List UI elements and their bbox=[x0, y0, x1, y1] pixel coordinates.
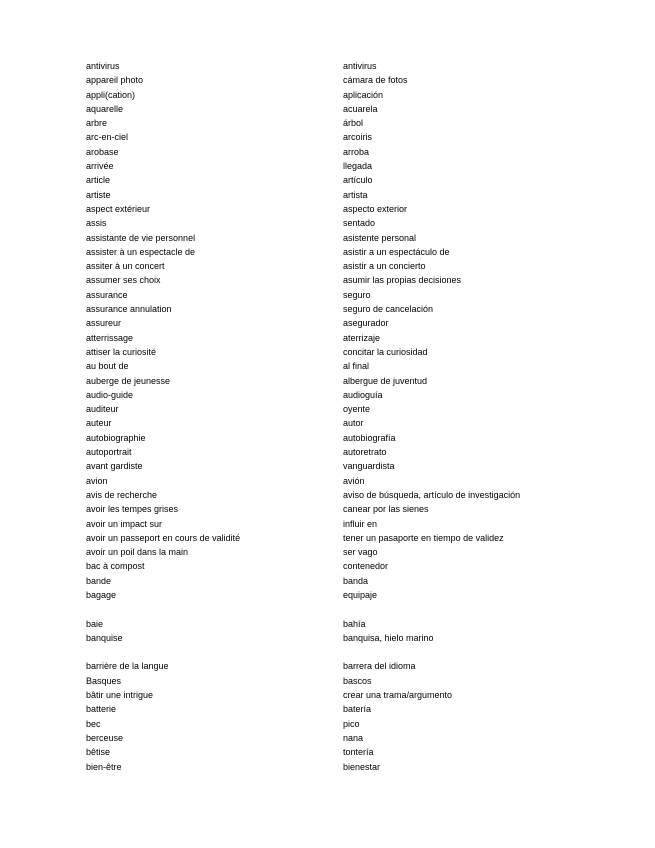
french-term: avoir un poil dans la main bbox=[86, 547, 189, 558]
glossary-row bbox=[86, 216, 626, 230]
glossary-row bbox=[86, 531, 626, 545]
glossary-row bbox=[86, 717, 626, 731]
spanish-term: al final bbox=[343, 361, 370, 372]
glossary-row bbox=[86, 116, 626, 130]
french-term: auteur bbox=[86, 418, 112, 429]
glossary-row bbox=[86, 731, 626, 745]
spanish-term: arroba bbox=[343, 146, 370, 157]
french-term: au bout de bbox=[86, 361, 129, 372]
glossary-row bbox=[86, 545, 626, 559]
glossary-row bbox=[86, 760, 626, 774]
glossary-row bbox=[86, 488, 626, 502]
glossary-row bbox=[86, 245, 626, 259]
french-term: avis de recherche bbox=[86, 489, 158, 500]
glossary-row bbox=[86, 302, 626, 316]
french-term: bâtir une intrigue bbox=[86, 690, 154, 701]
glossary-row bbox=[86, 517, 626, 531]
french-term: bien-être bbox=[86, 761, 122, 772]
glossary-row bbox=[86, 188, 626, 202]
spanish-term: avión bbox=[343, 475, 365, 486]
spanish-term: seguro de cancelación bbox=[343, 304, 434, 315]
spanish-term: aspecto exterior bbox=[343, 203, 408, 214]
spanish-term: artista bbox=[343, 189, 368, 200]
glossary-row bbox=[86, 702, 626, 716]
glossary-row bbox=[86, 331, 626, 345]
blank-row bbox=[86, 602, 626, 616]
spanish-term bbox=[343, 645, 543, 659]
glossary-row bbox=[86, 102, 626, 116]
french-term: avoir un impact sur bbox=[86, 518, 163, 529]
french-term: attiser la curiosité bbox=[86, 346, 157, 357]
french-term: assurance bbox=[86, 289, 128, 300]
glossary-row bbox=[86, 73, 626, 87]
glossary-row bbox=[86, 459, 626, 473]
french-term: aspect extérieur bbox=[86, 203, 151, 214]
french-term: antivirus bbox=[86, 61, 120, 71]
glossary-row bbox=[86, 345, 626, 359]
spanish-term: autobiografía bbox=[343, 432, 396, 443]
glossary-row bbox=[86, 173, 626, 187]
glossary-row bbox=[86, 617, 626, 631]
spanish-term: pico bbox=[343, 718, 360, 729]
spanish-term bbox=[343, 602, 543, 616]
french-term: assiter à un concert bbox=[86, 261, 165, 272]
glossary-row bbox=[86, 130, 626, 144]
spanish-term: tontería bbox=[343, 747, 374, 758]
spanish-term: llegada bbox=[343, 161, 373, 172]
spanish-term: barrera del idioma bbox=[343, 661, 416, 672]
french-term: barrière de la langue bbox=[86, 661, 169, 672]
glossary-row bbox=[86, 559, 626, 573]
spanish-term: crear una trama/argumento bbox=[343, 690, 453, 701]
french-term: audio-guide bbox=[86, 389, 134, 400]
spanish-term: acuarela bbox=[343, 103, 378, 114]
spanish-term: albergue de juventud bbox=[343, 375, 428, 386]
spanish-term: sentado bbox=[343, 218, 376, 229]
glossary-row bbox=[86, 631, 626, 645]
spanish-term: antivirus bbox=[343, 61, 377, 71]
french-term: assurance annulation bbox=[86, 304, 172, 315]
spanish-term: influir en bbox=[343, 518, 378, 529]
glossary-row bbox=[86, 359, 626, 373]
glossary-row bbox=[86, 259, 626, 273]
glossary-row bbox=[86, 659, 626, 673]
glossary-row bbox=[86, 231, 626, 245]
spanish-term: árbol bbox=[343, 118, 364, 129]
glossary-row bbox=[86, 588, 626, 602]
glossary-row bbox=[86, 159, 626, 173]
glossary-row bbox=[86, 416, 626, 430]
glossary-row bbox=[86, 288, 626, 302]
glossary-row bbox=[86, 59, 626, 73]
french-term: arc-en-ciel bbox=[86, 132, 129, 143]
spanish-term: asegurador bbox=[343, 318, 389, 329]
french-term: arobase bbox=[86, 146, 119, 157]
spanish-term: autoretrato bbox=[343, 447, 387, 458]
glossary-row bbox=[86, 145, 626, 159]
french-term: berceuse bbox=[86, 732, 124, 743]
spanish-term: artículo bbox=[343, 175, 373, 186]
spanish-term: banda bbox=[343, 575, 369, 586]
french-term: baie bbox=[86, 618, 104, 629]
spanish-term: seguro bbox=[343, 289, 371, 300]
glossary-row bbox=[86, 273, 626, 287]
glossary-row bbox=[86, 374, 626, 388]
glossary-row bbox=[86, 402, 626, 416]
spanish-term: bienestar bbox=[343, 761, 381, 772]
glossary-row bbox=[86, 88, 626, 102]
french-term: arrivée bbox=[86, 161, 114, 172]
glossary-row bbox=[86, 745, 626, 759]
spanish-term: batería bbox=[343, 704, 372, 715]
glossary-row bbox=[86, 474, 626, 488]
glossary-row bbox=[86, 674, 626, 688]
spanish-term: oyente bbox=[343, 404, 371, 415]
french-term: bagage bbox=[86, 589, 117, 600]
spanish-term: aviso de búsqueda, artículo de investigación bbox=[343, 489, 521, 500]
french-term: avant gardiste bbox=[86, 461, 143, 472]
spanish-term: contenedor bbox=[343, 561, 389, 572]
spanish-term: canear por las sienes bbox=[343, 504, 429, 515]
french-term: article bbox=[86, 175, 111, 186]
french-term: Basques bbox=[86, 675, 122, 686]
spanish-term: bahía bbox=[343, 618, 366, 629]
spanish-term: concitar la curiosidad bbox=[343, 346, 428, 357]
french-term: assumer ses choix bbox=[86, 275, 161, 286]
spanish-term: aterrizaje bbox=[343, 332, 381, 343]
spanish-term: cámara de fotos bbox=[343, 75, 408, 86]
french-term: aquarelle bbox=[86, 103, 124, 114]
french-term: auditeur bbox=[86, 404, 119, 415]
spanish-term: asistir a un concierto bbox=[343, 261, 426, 272]
glossary-row bbox=[86, 388, 626, 402]
french-term: auberge de jeunesse bbox=[86, 375, 171, 386]
glossary-row bbox=[86, 502, 626, 516]
french-term: assis bbox=[86, 218, 107, 229]
spanish-term: arcoiris bbox=[343, 132, 373, 143]
french-term: batterie bbox=[86, 704, 117, 715]
french-term: banquise bbox=[86, 632, 123, 643]
french-term: arbre bbox=[86, 118, 108, 129]
glossary-table bbox=[86, 59, 626, 774]
french-term: autoportrait bbox=[86, 447, 132, 458]
french-term: avion bbox=[86, 475, 108, 486]
french-term bbox=[86, 645, 343, 659]
spanish-term: audioguía bbox=[343, 389, 383, 400]
spanish-term: nana bbox=[343, 732, 364, 743]
spanish-term: ser vago bbox=[343, 547, 378, 558]
french-term: bec bbox=[86, 718, 101, 729]
spanish-term: vanguardista bbox=[343, 461, 395, 472]
french-term: assister à un espectacle de bbox=[86, 246, 196, 257]
french-term: appli(cation) bbox=[86, 89, 136, 100]
spanish-term: asistir a un espectáculo de bbox=[343, 246, 450, 257]
french-term: assureur bbox=[86, 318, 122, 329]
french-term: bac à compost bbox=[86, 561, 145, 572]
french-term: appareil photo bbox=[86, 75, 144, 86]
spanish-term: banquisa, hielo marino bbox=[343, 632, 434, 643]
spanish-term: bascos bbox=[343, 675, 372, 686]
glossary-row bbox=[86, 574, 626, 588]
french-term: bande bbox=[86, 575, 112, 586]
glossary-row bbox=[86, 445, 626, 459]
french-term: assistante de vie personnel bbox=[86, 232, 196, 243]
blank-row bbox=[86, 645, 626, 659]
spanish-term: asumir las propias decisiones bbox=[343, 275, 462, 286]
french-term: atterrissage bbox=[86, 332, 134, 343]
glossary-row bbox=[86, 202, 626, 216]
french-term: bêtise bbox=[86, 747, 111, 758]
spanish-term: equipaje bbox=[343, 589, 378, 600]
spanish-term: asistente personal bbox=[343, 232, 417, 243]
french-term: autobiographie bbox=[86, 432, 146, 443]
glossary-row bbox=[86, 688, 626, 702]
glossary-row bbox=[86, 316, 626, 330]
french-term: artiste bbox=[86, 189, 111, 200]
french-term: avoir les tempes grises bbox=[86, 504, 179, 515]
spanish-term: tener un pasaporte en tiempo de validez bbox=[343, 532, 504, 543]
glossary-row bbox=[86, 431, 626, 445]
spanish-term: aplicación bbox=[343, 89, 384, 100]
spanish-term: autor bbox=[343, 418, 364, 429]
french-term bbox=[86, 602, 343, 616]
french-term: avoir un passeport en cours de validité bbox=[86, 532, 241, 543]
